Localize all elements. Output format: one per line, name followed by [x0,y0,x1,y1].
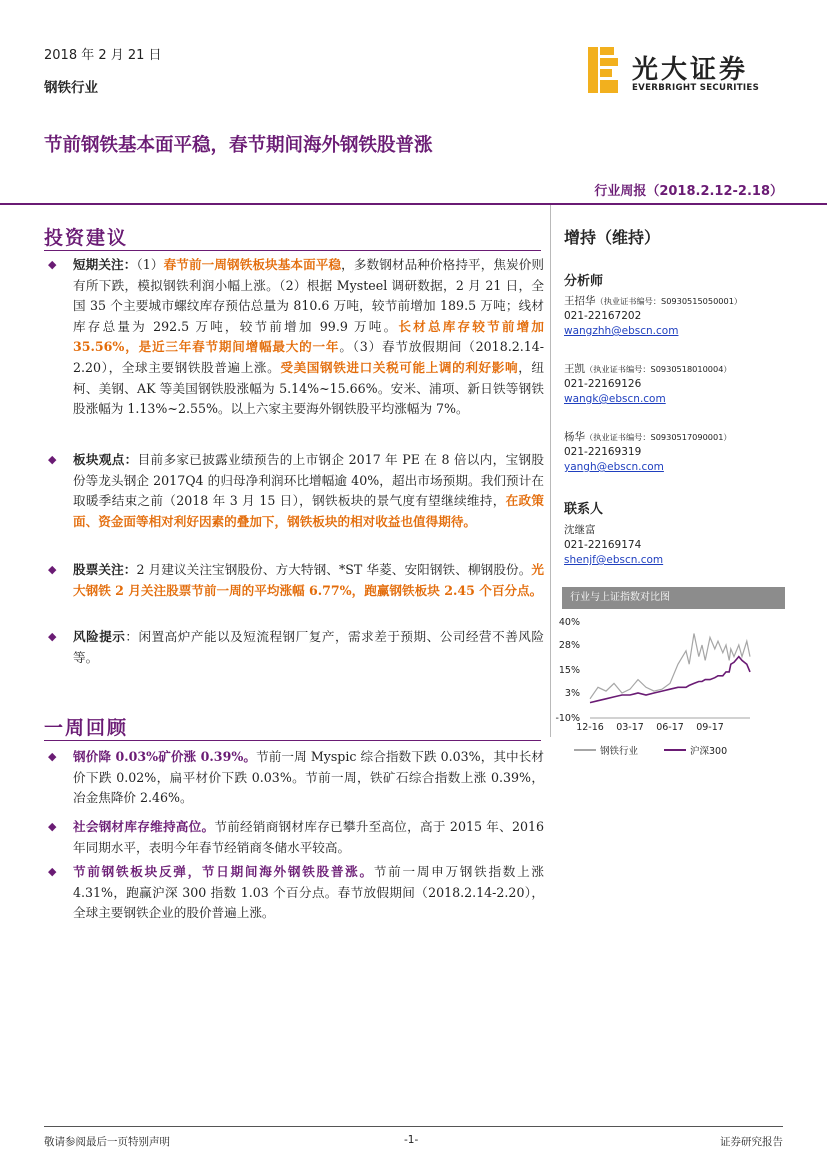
y-tick-label: 40% [558,617,580,628]
contact-name: 沈继富 [564,524,596,536]
section-heading-weekly-review: 一周回顾 [44,717,129,739]
section-divider [44,250,541,251]
investment-paragraph-sector-view: ◆ 板块观点：目前多家已披露业绩预告的上市钢企 2017 年 PE 在 8 倍以内，宝钢股份等龙头钢企 2017Q4 的归母净利润环比增幅逾 40%，超出市场预期。我们预计在取暖季结束之前（2018 年 3 月 15 日），钢铁板块的景气度有望继续维持，在政策面、资金面等相对利好因素的叠加下，钢铁板块的相对收益也值得期待。 [48,452,545,529]
analyst-card [564,430,732,475]
section-heading-investment: 投资建议 [44,227,129,249]
report-title: 节前钢铁基本面平稳，春节期间海外钢铁股普涨 [44,135,433,156]
y-tick-label: 3% [564,688,580,700]
x-tick-label: 06-17 [656,722,684,733]
investment-paragraph-short-term: ◆ 短期关注：（1）春节前一周钢铁板块基本面平稳，多数钢材品种价格持平，焦炭价则有所下跌，模拟钢铁利润小幅上涨。（2）根据 Mysteel 调研数据，2 月 21 日，全国 35 个主要城市螺纹库存预估总量为 810.6 万吨，较节前增加 189.5 万吨；线材库存总量为 292.5 万吨，较节前增加 99.9 万吨。长材总库存较节前增加 35.56%，是近三年春节期间增幅最大的一年。（3）春节放假期间（2018.2.14-2.20），全球主要钢铁股普遍上涨。受美国钢铁进口关税可能上调的利好影响，纽柯、美钢、AK 等美国钢铁股涨幅为 5.14%~15.66%。安米、浦项、新日铁等钢铁股涨幅为 1.13%~2.55%。以上六家主要海外钢铁股平均涨幅为 7%。 [48,257,545,417]
contact-phone: 021-22169174 [564,539,642,551]
industry-label: 钢铁行业 [44,80,98,96]
header-divider [0,203,827,205]
y-tick-label: 28% [558,640,580,652]
contact-email-link[interactable]: shenjf@ebscn.com [564,554,664,566]
chart-title: 行业与上证指数对比图 [562,587,785,609]
diamond-bullet-icon: ◆ [48,865,57,878]
analyst-phone: 021-22169126 [564,378,642,390]
sector-vs-index-chart [552,614,792,764]
analyst-name: 杨华 [564,431,585,443]
footer-disclaimer: 敬请参阅最后一页特别声明 [44,1136,170,1148]
diamond-bullet-icon: ◆ [48,258,57,271]
x-tick-label: 12-16 [576,722,604,733]
column-divider [550,205,551,737]
diamond-bullet-icon: ◆ [48,563,57,576]
section-divider [44,740,541,741]
y-tick-label: 15% [558,665,580,676]
review-paragraph-prices: ◆ 钢价降 0.03%矿价涨 0.39%。节前一周 Myspic 综合指数下跌 0.03%，其中长材价下跌 0.02%，扁平材价下跌 0.03%。节前一周，铁矿石综合指数上涨 0.39%，冶金焦降价 2.46%。 [48,749,544,806]
diamond-bullet-icon: ◆ [48,820,57,833]
legend-label: 沪深300 [690,746,728,757]
x-tick-label: 09-17 [696,722,724,733]
report-date: 2018 年 2 月 21 日 [44,48,162,63]
review-paragraph-stocks: ◆ 节前钢铁板块反弹，节日期间海外钢铁股普涨。节前一周申万钢铁指数上涨 4.31%，跑赢沪深 300 指数 1.03 个百分点。春节放假期间（2018.2.14-2.20），全球主要钢铁企业的股价普遍上涨。 [48,864,545,921]
analyst-cert: （执业证书编号：S0930517090001） [585,432,732,442]
analyst-email-link[interactable]: yangh@ebscn.com [564,461,664,473]
analyst-card [564,362,732,407]
analyst-email-link[interactable]: wangk@ebscn.com [564,393,666,405]
analyst-name: 王凯 [564,363,585,375]
contact-heading: 联系人 [564,502,604,517]
analyst-phone: 021-22169319 [564,446,642,458]
diamond-bullet-icon: ◆ [48,750,57,763]
analyst-cert: （执业证书编号：S0930515050001） [595,296,743,306]
investment-rating: 增持（维持） [564,228,661,247]
analyst-phone: 021-22167202 [564,310,642,322]
analyst-heading: 分析师 [564,274,604,289]
contact-card [564,523,663,568]
diamond-bullet-icon: ◆ [48,453,57,466]
series-line [590,657,750,703]
analyst-cert: （执业证书编号：S0930518010004） [585,364,732,374]
review-paragraph-inventory: ◆ 社会钢材库存维持高位。节前经销商钢材库存已攀升至高位，高于 2015 年、2016 年同期水平，表明今年春节经销商冬储水平较高。 [48,819,544,855]
logo-chinese-name: 光大证券 [632,55,749,85]
investment-paragraph-risk: ◆ 风险提示：闲置高炉产能以及短流程钢厂复产，需求差于预期、公司经营不善风险等。 [48,629,545,665]
y-tick-label: -10% [555,713,580,724]
analyst-name: 王招华 [564,295,596,307]
investment-paragraph-stocks: ◆ 股票关注：2 月建议关注宝钢股份、方大特钢、*ST 华菱、安阳钢铁、柳钢股份。光大钢铁 2 月关注股票节前一周的平均涨幅 6.77%，跑赢钢铁板块 2.45 个百分点。 [48,562,545,598]
analyst-email-link[interactable]: wangzhh@ebscn.com [564,325,679,337]
everbright-logo-icon [588,47,620,93]
report-type: 行业周报（2018.2.12-2.18） [594,184,783,199]
footer-divider [44,1126,783,1127]
legend-label: 钢铁行业 [600,746,639,757]
footer-report-label: 证券研究报告 [720,1136,783,1148]
x-tick-label: 03-17 [616,722,644,733]
analyst-card [564,294,742,339]
diamond-bullet-icon: ◆ [48,630,57,643]
company-logo [588,47,788,97]
page-number: -1- [404,1134,419,1146]
logo-english-name: EVERBRIGHT SECURITIES [632,83,760,93]
